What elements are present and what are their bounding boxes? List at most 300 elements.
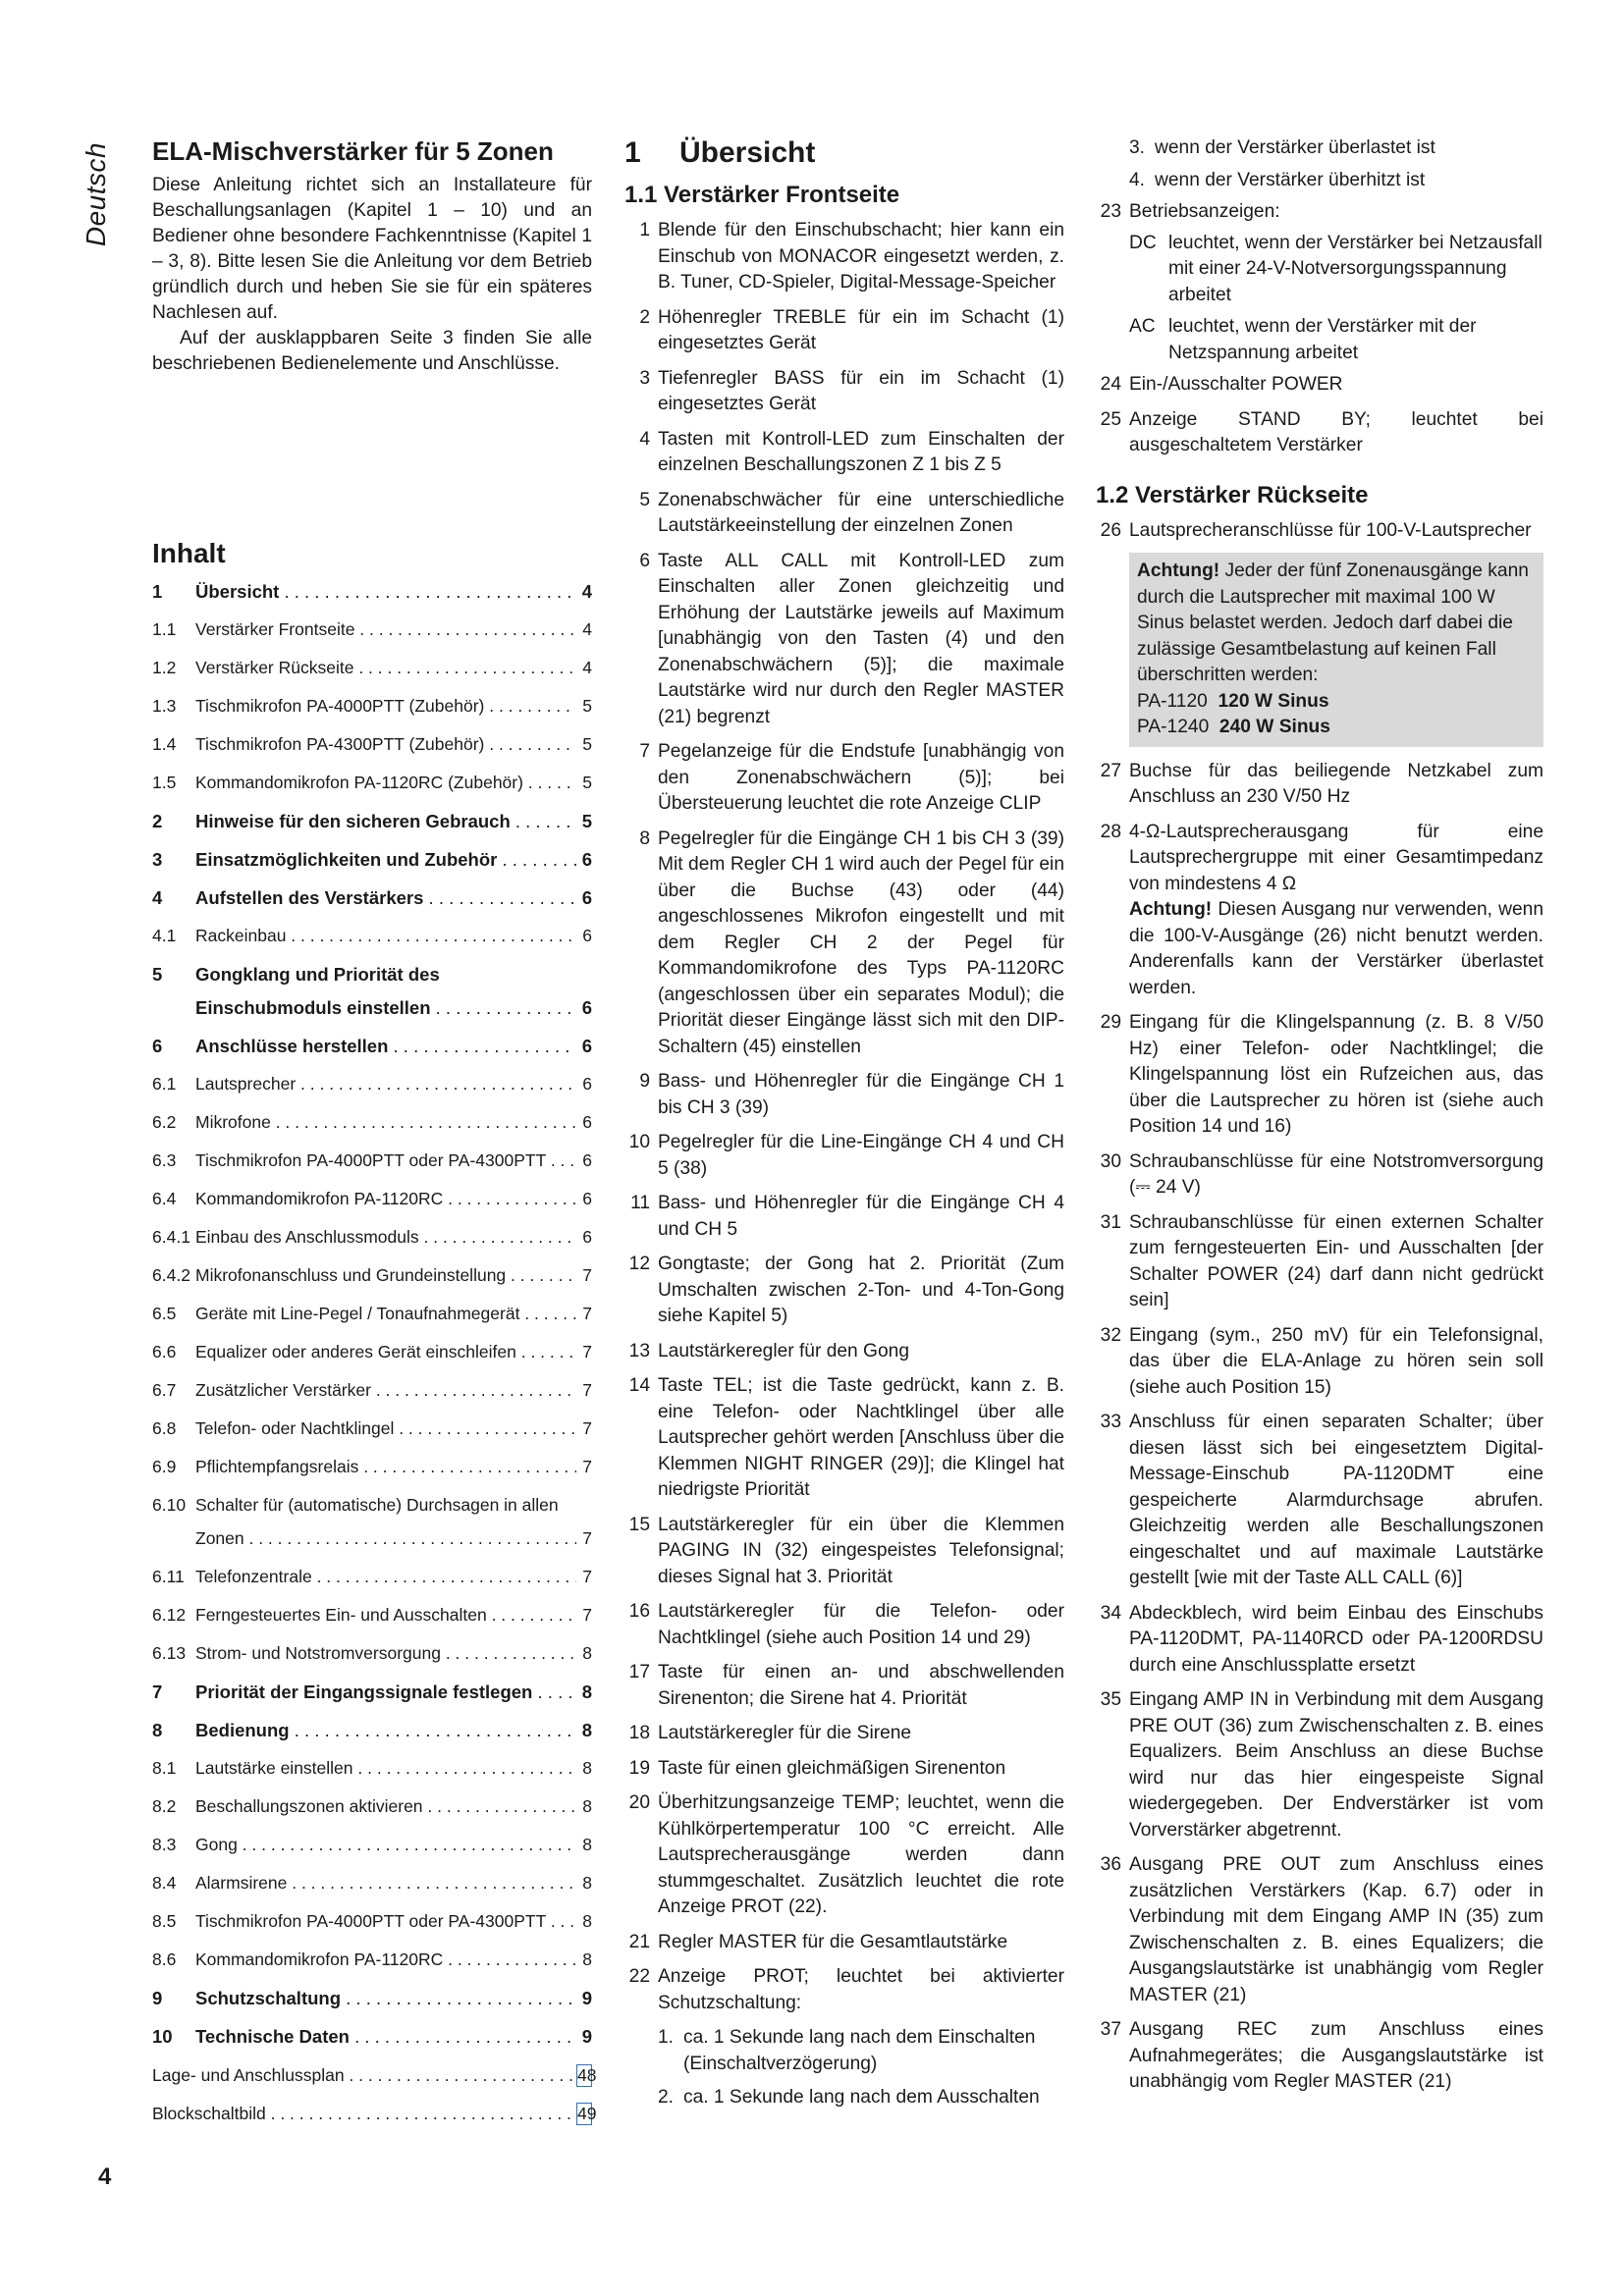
toc-entry-title: Ferngesteuertes Ein- und Ausschalten . . . bbox=[195, 1605, 576, 1626]
list-item bbox=[624, 218, 1064, 296]
toc-entry-number: 8.4 bbox=[152, 1873, 177, 1893]
toc-entry-title: Schutzschaltung . . . bbox=[195, 1988, 576, 2009]
item-number: 23 bbox=[1100, 201, 1121, 222]
item-text: Höhenregler TREBLE für ein im Schacht (1) eingesetztes Gerät bbox=[658, 306, 1064, 353]
list-item bbox=[624, 1130, 1064, 1182]
toc-entry-page: 7 bbox=[582, 1528, 592, 1548]
sub-item-number: 2. bbox=[658, 2087, 675, 2108]
table-of-contents bbox=[152, 581, 597, 2141]
toc-page-link[interactable]: 48 bbox=[577, 2065, 597, 2085]
toc-entry-number: 6.1 bbox=[152, 1074, 177, 1094]
toc-entry-number: 8.1 bbox=[152, 1758, 177, 1778]
toc-entry bbox=[152, 926, 592, 964]
toc-entry-title: Aufstellen des Verstärkers . . . bbox=[195, 887, 576, 909]
item-text: Anzeige STAND BY; leuchtet bei ausgeschaltetem Verstärker bbox=[1129, 408, 1543, 455]
list-item bbox=[624, 305, 1064, 357]
toc-entry-title: Kommandomikrofon PA-1120RC . . . bbox=[195, 1949, 576, 1970]
sub-item-text: leuchtet, wenn der Verstärker bei Netzausfall mit einer 24-V-Notversorgungsspannung arbeitet bbox=[1168, 232, 1543, 305]
toc-entry-title: Hinweise für den sicheren Gebrauch . . . bbox=[195, 811, 576, 832]
item-number: 8 bbox=[639, 828, 650, 849]
language-tab bbox=[77, 135, 116, 253]
sub-item bbox=[1129, 135, 1543, 162]
toc-entry-title: Equalizer oder anderes Gerät einschleifen . . . bbox=[195, 1342, 576, 1362]
language-label: Deutsch bbox=[81, 141, 111, 247]
sub-item-text: ca. 1 Sekunde lang nach dem Ausschalten bbox=[683, 2087, 1040, 2108]
item-number: 7 bbox=[639, 741, 650, 762]
toc-entry-number: 8.6 bbox=[152, 1949, 177, 1969]
toc-entry-number: 8.3 bbox=[152, 1835, 177, 1854]
toc-entry-page: 8 bbox=[581, 1720, 592, 1740]
sub-item-label: DC bbox=[1129, 232, 1157, 253]
toc-entry bbox=[152, 811, 592, 849]
toc-entry-page: 7 bbox=[582, 1605, 592, 1625]
subsection-heading-front: 1.1 Verstärker Frontseite bbox=[624, 182, 900, 208]
toc-entry-title: Kommandomikrofon PA-1120RC . . . bbox=[195, 1189, 576, 1209]
toc-entry-title: Beschallungszonen aktivieren . . . bbox=[195, 1796, 576, 1817]
toc-entry-title: Mikrofone . . . bbox=[195, 1112, 576, 1133]
list-item bbox=[1096, 407, 1543, 459]
item-text bbox=[1129, 1852, 1543, 2008]
item-text: Blende für den Einschubschacht; hier kann ein Einschub von MONACOR eingesetzt werden, z. B. Tuner, CD-Spieler, Digital-Message-Speicher bbox=[658, 220, 1064, 293]
sub-item bbox=[1129, 314, 1543, 366]
toc-entry bbox=[152, 1796, 592, 1835]
item-number: 20 bbox=[628, 1792, 650, 1813]
item-text: Taste für einen an- und abschwellenden Sirenenton; die Sirene hat 4. Priorität bbox=[658, 1662, 1064, 1709]
toc-entry-number: 6.8 bbox=[152, 1418, 177, 1438]
section-title: Übersicht bbox=[679, 136, 816, 169]
item-number: 10 bbox=[628, 1132, 650, 1152]
toc-entry-title: Anschlüsse herstellen . . . bbox=[195, 1036, 576, 1057]
toc-entry-number: 6.4.2 bbox=[152, 1265, 190, 1285]
item-number: 16 bbox=[628, 1601, 650, 1622]
toc-entry-page: 7 bbox=[582, 1457, 592, 1476]
item-text: Zonenabschwächer für eine unterschiedliche Lautstärkeeinstellung der einzelnen Zonen bbox=[658, 489, 1064, 536]
list-item bbox=[624, 1191, 1064, 1243]
list-item bbox=[624, 1339, 1064, 1365]
toc-entry-number: 6.11 bbox=[152, 1567, 185, 1586]
toc-entry-title: Lautstärke einstellen . . . bbox=[195, 1758, 576, 1779]
toc-entry-number: 1.2 bbox=[152, 658, 177, 677]
sub-item-text: wenn der Verstärker überhitzt ist bbox=[1155, 169, 1426, 190]
toc-entry-number: 5 bbox=[152, 964, 163, 985]
item-text: Anzeige PROT; leuchtet bei aktivierter Schutzschaltung: bbox=[658, 1966, 1064, 2013]
item-number: 19 bbox=[628, 1757, 650, 1779]
toc-entry-number: 1.1 bbox=[152, 619, 177, 639]
toc-entry-page: 6 bbox=[582, 1150, 592, 1170]
toc-entry-number: 6.12 bbox=[152, 1605, 187, 1625]
list-item bbox=[624, 366, 1064, 418]
toc-entry-title: Zusätzlicher Verstärker . . . bbox=[195, 1380, 576, 1401]
item-text bbox=[1129, 1323, 1543, 1402]
toc-page-link[interactable]: 49 bbox=[577, 2104, 597, 2123]
toc-entry bbox=[152, 1495, 592, 1528]
toc-entry-title: Alarmsirene . . . bbox=[195, 1873, 576, 1894]
toc-entry bbox=[152, 1720, 592, 1758]
intro-column bbox=[152, 135, 597, 2141]
toc-entry bbox=[152, 1873, 592, 1911]
toc-entry-page: 8 bbox=[582, 1796, 592, 1816]
toc-entry bbox=[152, 1949, 592, 1988]
warning-label: Achtung! bbox=[1137, 561, 1220, 581]
item-number: 31 bbox=[1100, 1211, 1121, 1233]
item-number: 6 bbox=[639, 550, 650, 571]
toc-entry-page: 4 bbox=[582, 619, 592, 639]
item-text-body: Schraubanschlüsse für eine Notstromversorgung (⎓ 24 V) bbox=[1129, 1150, 1543, 1198]
toc-entry-number: 6.3 bbox=[152, 1150, 177, 1170]
list-item bbox=[624, 427, 1064, 479]
toc-entry-title: Tischmikrofon PA-4000PTT oder PA-4300PTT . . . bbox=[195, 1150, 576, 1171]
item-text: Taste für einen gleichmäßigen Sirenenton bbox=[658, 1757, 1006, 1779]
toc-entry bbox=[152, 1988, 592, 2026]
list-item bbox=[624, 827, 1064, 1061]
toc-entry-page: 4 bbox=[582, 658, 592, 677]
list-item bbox=[1096, 1323, 1543, 1402]
toc-entry bbox=[152, 1528, 592, 1567]
section-number: 1 bbox=[624, 136, 641, 169]
toc-entry bbox=[152, 619, 592, 658]
sub-item-label: AC bbox=[1129, 316, 1156, 337]
toc-entry-number: 1 bbox=[152, 581, 163, 602]
toc-entry-page: 4 bbox=[581, 581, 592, 602]
item-text bbox=[1129, 1601, 1543, 1680]
list-item bbox=[624, 1660, 1064, 1712]
toc-entry-number: 3 bbox=[152, 849, 163, 870]
list-item bbox=[1096, 1601, 1543, 1680]
toc-entry bbox=[152, 1380, 592, 1418]
sub-list bbox=[624, 2025, 1064, 2111]
toc-entry bbox=[152, 1112, 592, 1150]
item-text: Bass- und Höhenregler für die Eingänge CH 4 und CH 5 bbox=[658, 1193, 1064, 1240]
toc-entry-number: 6.9 bbox=[152, 1457, 177, 1476]
item-text bbox=[1129, 2017, 1543, 2096]
list-item bbox=[624, 1373, 1064, 1504]
toc-entry bbox=[152, 849, 592, 887]
list-item bbox=[624, 1790, 1064, 1921]
intro-paragraph-2: Auf der ausklappbaren Seite 3 finden Sie alle beschriebenen Bedienelemente und Anschlüsse. bbox=[152, 328, 592, 374]
toc-entry-number: 10 bbox=[152, 2026, 173, 2047]
toc-entry-number: 6.2 bbox=[152, 1112, 177, 1132]
section-heading bbox=[624, 135, 1064, 171]
item-text-body: Buchse für das beiliegende Netzkabel zum Anschluss an 230 V/50 Hz bbox=[1129, 760, 1543, 807]
item-text-body: Abdeckblech, wird beim Einbau des Einschubs PA-1120DMT, PA-1140RCD oder PA-1200RDSU durch eine Anschlussplatte ersetzt bbox=[1129, 1602, 1543, 1676]
toc-entry-title: Schalter für (automatische) Durchsagen in allen bbox=[195, 1495, 559, 1515]
toc-entry-title: Lage- und Anschlussplan . . . bbox=[152, 2065, 574, 2086]
toc-entry-page: 6 bbox=[582, 1074, 592, 1094]
item-text: Lautsprecheranschlüsse für 100-V-Lautsprecher bbox=[1129, 519, 1532, 541]
toc-entry bbox=[152, 1605, 592, 1643]
item-number: 29 bbox=[1100, 1012, 1121, 1033]
toc-entry-page: 7 bbox=[582, 1304, 592, 1323]
item-text: Taste ALL CALL mit Kontroll-LED zum Einschalten aller Zonen gleichzeitig und Erhöhung der Lautstärke jeweils auf Maximum [unabhängig von den Tasten (4) und den Zonenabschwächern (5)]; die maximale Lautstärke wird nur durch den Regler MASTER (21) begrenzt bbox=[658, 550, 1064, 727]
toc-entry-page: 9 bbox=[581, 2026, 592, 2047]
toc-entry-page: 7 bbox=[582, 1567, 592, 1586]
toc-entry-page: 6 bbox=[582, 1112, 592, 1132]
toc-entry-title: Geräte mit Line-Pegel / Tonaufnahmegerät . . . bbox=[195, 1304, 576, 1324]
item-text: Überhitzungsanzeige TEMP; leuchtet, wenn die Kühlkörpertemperatur 100 °C erreicht. Alle Lautsprecherausgänge werden dann stummgeschaltet. Zusätzlich leuchtet die rote Anzeige PROT (22). bbox=[658, 1792, 1064, 1917]
list-item bbox=[624, 488, 1064, 540]
toc-entry-page: 6 bbox=[581, 1036, 592, 1056]
toc-entry bbox=[152, 1567, 592, 1605]
toc-entry bbox=[152, 734, 592, 773]
toc-entry-title: Kommandomikrofon PA-1120RC (Zubehör) . . . bbox=[195, 773, 576, 793]
list-item bbox=[1096, 1210, 1543, 1314]
item-number: 5 bbox=[639, 489, 650, 510]
list-item bbox=[1096, 1010, 1543, 1141]
item-number: 25 bbox=[1100, 408, 1121, 430]
item-text: Taste TEL; ist die Taste gedrückt, kann z. B. eine Telefon- oder Nachtklingel über alle Lautsprecher gehört werden [Anschluss über die Klemmen NIGHT RINGER (29)]; die Klingel hat niedrigste Priorität bbox=[658, 1375, 1064, 1500]
toc-entry-title: Tischmikrofon PA-4000PTT (Zubehör) . . . bbox=[195, 696, 576, 717]
item-number: 34 bbox=[1100, 1602, 1121, 1624]
item-number: 15 bbox=[628, 1514, 650, 1535]
item-text-body: Eingang AMP IN in Verbindung mit dem Ausgang PRE OUT (36) zum Zwischenschalten z. B. eines Equalizers. Beim Anschluss an diese Buchse wird nur das hier eingespeiste Signal wiedergegeben. Der Endverstärker ist vom Vorverstärker abgetrennt. bbox=[1129, 1689, 1543, 1841]
item-number: 30 bbox=[1100, 1150, 1121, 1172]
list-item bbox=[1096, 1149, 1543, 1201]
toc-entry bbox=[152, 1342, 592, 1380]
toc-entry bbox=[152, 1457, 592, 1495]
item-number: 17 bbox=[628, 1662, 650, 1682]
toc-entry-page: 7 bbox=[582, 1418, 592, 1438]
item-number: 11 bbox=[630, 1193, 650, 1213]
item-text bbox=[1129, 759, 1543, 811]
toc-entry-page: 8 bbox=[582, 1758, 592, 1778]
item-number: 14 bbox=[628, 1375, 650, 1396]
toc-entry-title: Gong . . . bbox=[195, 1835, 576, 1855]
toc-entry-title: Telefonzentrale . . . bbox=[195, 1567, 576, 1587]
item-text bbox=[1129, 1149, 1543, 1201]
status-indicator-list bbox=[1096, 231, 1543, 367]
sub-item bbox=[1129, 168, 1543, 194]
overview-column bbox=[624, 135, 1064, 2119]
intro-paragraph: Diese Anleitung richtet sich an Installateure für Beschallungsanlagen (Kapitel 1 – 10) und an Bediener ohne besondere Fachkenntnisse (Kapitel 1 – 3, 8). Bitte lesen Sie die Anleitung vor dem Betrieb gründlich durch und heben Sie sie für ein späteres Nachlesen auf. bbox=[152, 175, 592, 323]
item-text: Pegelanzeige für die Endstufe [unabhängig von den Zonenabschwächern (5)]; bei Übersteuerung leuchtet die rote Anzeige CLIP bbox=[658, 741, 1064, 814]
toc-entry-title: Verstärker Rückseite . . . bbox=[195, 658, 576, 678]
toc-entry-title: Priorität der Eingangssignale festlegen . . . bbox=[195, 1682, 576, 1703]
item-text: Lautstärkeregler für ein über die Klemmen PAGING IN (32) eingespeistes Telefonsignal; dieses Signal hat 3. Priorität bbox=[658, 1514, 1064, 1587]
item-number: 37 bbox=[1100, 2019, 1121, 2040]
toc-entry bbox=[152, 1758, 592, 1796]
list-item bbox=[1096, 518, 1543, 545]
toc-entry bbox=[152, 1304, 592, 1342]
item-text bbox=[1129, 1410, 1543, 1592]
sub-list bbox=[1096, 135, 1543, 193]
toc-entry-number: 4 bbox=[152, 887, 163, 908]
front-panel-list-continued bbox=[1096, 135, 1543, 459]
list-item bbox=[624, 1513, 1064, 1591]
list-item bbox=[1096, 372, 1543, 399]
item-text-body: Eingang für die Klingelspannung (z. B. 8 V/50 Hz) einer Telefon- oder Nachtklingel; die Klingelspannung löst ein Rufzeichen aus, das über die Lautsprecher zu hören ist (siehe auch Position 14 und 16) bbox=[1129, 1012, 1543, 1137]
toc-entry bbox=[152, 887, 592, 926]
toc-entry-number: 6.4.1 bbox=[152, 1227, 190, 1247]
toc-entry-number: 8 bbox=[152, 1720, 163, 1740]
toc-entry-page: 8 bbox=[582, 1949, 592, 1969]
toc-entry-page: 8 bbox=[581, 1682, 592, 1702]
toc-entry-title: Telefon- oder Nachtklingel . . . bbox=[195, 1418, 576, 1439]
toc-entry bbox=[152, 1643, 592, 1682]
item-number: 3 bbox=[639, 367, 650, 389]
front-panel-list bbox=[624, 218, 1064, 2111]
toc-entry-title: Zonen . . . bbox=[195, 1528, 576, 1549]
toc-entry-page: 8 bbox=[582, 1911, 592, 1931]
toc-entry-page: 6 bbox=[581, 887, 592, 908]
subsection-heading-rear: 1.2 Verstärker Rückseite bbox=[1096, 481, 1369, 508]
toc-entry bbox=[152, 1189, 592, 1227]
page-number: 4 bbox=[98, 2163, 112, 2190]
warning-text: Jeder der fünf Zonenausgänge kann durch die Lautsprecher mit maximal 100 W Sinus belastet werden. Jedoch darf dabei die zulässige Gesamtbelastung auf keinen Fall überschritten werden: bbox=[1137, 561, 1529, 685]
item-text: Gongtaste; der Gong hat 2. Priorität (Zum Umschalten zwischen 2-Ton- und 4-Ton-Gong siehe Kapitel 5) bbox=[658, 1254, 1064, 1326]
item-number: 9 bbox=[639, 1071, 650, 1092]
toc-entry-number: 4.1 bbox=[152, 926, 177, 945]
toc-entry-title: Einbau des Anschlussmoduls . . . bbox=[195, 1227, 576, 1248]
toc-entry bbox=[152, 696, 592, 734]
item-number: 12 bbox=[628, 1254, 650, 1274]
toc-entry-title: Tischmikrofon PA-4000PTT oder PA-4300PTT . . . bbox=[195, 1911, 576, 1932]
toc-entry-page: 7 bbox=[582, 1265, 592, 1285]
toc-entry-page: 9 bbox=[581, 1988, 592, 2008]
list-item bbox=[1096, 2017, 1543, 2096]
toc-entry bbox=[152, 1036, 592, 1074]
toc-entry-page: 7 bbox=[582, 1342, 592, 1362]
toc-entry-title: Übersicht . . . bbox=[195, 581, 576, 603]
item-text: Ein-/Ausschalter POWER bbox=[1129, 374, 1343, 395]
toc-entry bbox=[152, 997, 592, 1036]
item-number: 22 bbox=[628, 1966, 650, 1987]
list-item bbox=[624, 549, 1064, 731]
toc-entry-title: Rackeinbau . . . bbox=[195, 926, 576, 946]
toc-entry-number: 6 bbox=[152, 1036, 163, 1056]
item-number: 24 bbox=[1100, 374, 1121, 395]
item-text: Pegelregler für die Eingänge CH 1 bis CH 3 (39) Mit dem Regler CH 1 wird auch der Pegel für ein über die Buchse (43) oder (44) angeschlossenes Mikrofon eingestellt und mit dem Regler CH 2 der Pegel für Kommandomikrofone des Typs PA-1120RC (angeschlossen über ein separates Modul); die Priorität dieser Eingänge lässt sich mit den DIP-Schaltern (45) einstellen bbox=[658, 828, 1064, 1057]
sub-item bbox=[1129, 231, 1543, 309]
toc-entry bbox=[152, 964, 592, 997]
toc-entry-title: Einschubmoduls einstellen . . . bbox=[195, 997, 576, 1019]
item-text-body: 4-Ω-Lautsprecherausgang für eine Lautsprechergruppe mit einer Gesamtimpedanz von mindestens 4 Ω bbox=[1129, 821, 1543, 894]
toc-entry-number: 6.13 bbox=[152, 1643, 187, 1663]
item-number: 18 bbox=[628, 1723, 650, 1743]
item-number: 28 bbox=[1100, 821, 1121, 842]
warning-label: Achtung! bbox=[1129, 899, 1213, 920]
list-item bbox=[1096, 1410, 1543, 1592]
warning-box bbox=[1129, 553, 1543, 747]
toc-entry-page: 5 bbox=[582, 734, 592, 754]
toc-entry-title: Gongklang und Priorität des bbox=[195, 964, 440, 985]
toc-entry-title: Strom- und Notstromversorgung . . . bbox=[195, 1643, 576, 1664]
item-number: 4 bbox=[639, 428, 650, 450]
sub-item bbox=[658, 2025, 1064, 2077]
warning-text: Diesen Ausgang nur verwenden, wenn die 100-V-Ausgänge (26) nicht benutzt werden. Anderenfalls kann der Verstärker überlastet werden. bbox=[1129, 899, 1543, 998]
toc-entry-title: Verstärker Frontseite . . . bbox=[195, 619, 576, 640]
list-item bbox=[1096, 1687, 1543, 1843]
toc-entry-number: 8.2 bbox=[152, 1796, 177, 1816]
item-text-body: Eingang (sym., 250 mV) für ein Telefonsignal, das über die ELA-Anlage zu hören sein soll (siehe auch Position 15) bbox=[1129, 1324, 1543, 1398]
toc-entry bbox=[152, 1682, 592, 1720]
toc-entry-title: Technische Daten . . . bbox=[195, 2026, 576, 2048]
rear-column bbox=[1096, 135, 1543, 2105]
toc-entry-title: Blockschaltbild . . . bbox=[152, 2104, 574, 2124]
list-item bbox=[624, 1756, 1064, 1783]
item-text-body: Ausgang REC zum Anschluss eines Aufnahmegerätes; die Ausgangslautstärke ist unabhängig vom Regler MASTER (21) bbox=[1129, 2019, 1543, 2092]
item-number: 26 bbox=[1100, 519, 1121, 541]
toc-entry-number: 8.5 bbox=[152, 1911, 177, 1931]
toc-entry-page: 8 bbox=[582, 1643, 592, 1663]
toc-entry-number: 1.4 bbox=[152, 734, 177, 754]
toc-entry bbox=[152, 1150, 592, 1189]
list-item bbox=[624, 739, 1064, 818]
model-power: 240 W Sinus bbox=[1218, 717, 1330, 737]
toc-entry-number: 1.3 bbox=[152, 696, 177, 716]
item-text: Lautstärkeregler für die Sirene bbox=[658, 1723, 912, 1743]
item-number: 2 bbox=[639, 306, 650, 328]
list-item bbox=[1096, 1852, 1543, 2008]
toc-heading: Inhalt bbox=[152, 538, 226, 568]
toc-entry-page: 6 bbox=[582, 1227, 592, 1247]
item-text: Tiefenregler BASS für ein im Schacht (1) eingesetztes Gerät bbox=[658, 367, 1064, 414]
list-item bbox=[624, 1069, 1064, 1121]
item-text-body: Schraubanschlüsse für einen externen Schalter zum ferngesteuerten Ein- und Ausschalten [der Schalter POWER (24) darf dann nicht gedrückt sein] bbox=[1129, 1211, 1543, 1310]
sub-item-text: wenn der Verstärker überlastet ist bbox=[1155, 137, 1435, 158]
sub-item-number: 1. bbox=[658, 2027, 675, 2048]
toc-entry-title: Mikrofonanschluss und Grundeinstellung . . . bbox=[195, 1265, 576, 1286]
toc-entry-page: 6 bbox=[581, 997, 592, 1018]
model-name: PA-1120 bbox=[1137, 690, 1208, 712]
toc-entry-number: 6.5 bbox=[152, 1304, 177, 1323]
item-text: Regler MASTER für die Gesamtlautstärke bbox=[658, 1931, 1008, 1952]
toc-entry-page: 5 bbox=[581, 811, 592, 831]
list-item bbox=[624, 1252, 1064, 1330]
list-item bbox=[624, 1930, 1064, 1956]
rear-panel-list bbox=[1096, 759, 1543, 2096]
list-item bbox=[1096, 820, 1543, 1002]
item-text-body: Ausgang PRE OUT zum Anschluss eines zusätzlichen Verstärkers (Kap. 6.7) oder in Verbindung mit dem Eingang AMP IN (35) zum Zwischenschalten z. B. eines Equalizers; die Ausgangslautstärke ist unabhängig vom Regler MASTER (21) bbox=[1129, 1854, 1543, 2005]
toc-entry-number: 9 bbox=[152, 1988, 163, 2008]
toc-entry-page: 6 bbox=[582, 926, 592, 945]
toc-entry-number: 1.5 bbox=[152, 773, 177, 792]
sub-item-text: ca. 1 Sekunde lang nach dem Einschalten (Einschaltverzögerung) bbox=[683, 2027, 1036, 2074]
toc-entry-title: Lautsprecher . . . bbox=[195, 1074, 576, 1095]
toc-entry-page: 5 bbox=[582, 696, 592, 716]
toc-entry bbox=[152, 1911, 592, 1949]
item-text bbox=[1129, 1010, 1543, 1141]
toc-entry-page: 6 bbox=[581, 849, 592, 870]
document-title: ELA-Mischverstärker für 5 Zonen bbox=[152, 136, 554, 166]
toc-entry bbox=[152, 1227, 592, 1265]
sub-item-number: 4. bbox=[1129, 169, 1146, 190]
item-number: 36 bbox=[1100, 1854, 1121, 1875]
toc-entry-page: 7 bbox=[582, 1380, 592, 1400]
sub-item-text: leuchtet, wenn der Verstärker mit der Netzspannung arbeitet bbox=[1168, 316, 1477, 363]
item-text bbox=[1129, 1210, 1543, 1314]
toc-entry bbox=[152, 773, 592, 811]
item-number: 13 bbox=[628, 1340, 650, 1362]
toc-entry-page: 8 bbox=[582, 1873, 592, 1893]
toc-entry-title: Bedienung . . . bbox=[195, 1720, 576, 1741]
sub-item-number: 3. bbox=[1129, 137, 1146, 158]
toc-entry bbox=[152, 1265, 592, 1304]
item-number: 1 bbox=[639, 220, 650, 240]
item-number: 27 bbox=[1100, 760, 1121, 781]
item-text: Lautstärkeregler für den Gong bbox=[658, 1340, 909, 1362]
toc-entry bbox=[152, 2103, 597, 2141]
toc-entry-number: 6.4 bbox=[152, 1189, 177, 1208]
toc-entry bbox=[152, 1835, 592, 1873]
toc-entry bbox=[152, 581, 592, 619]
toc-entry-number: 6.6 bbox=[152, 1342, 177, 1362]
toc-entry-number: 6.7 bbox=[152, 1380, 177, 1400]
model-name: PA-1240 bbox=[1137, 717, 1210, 737]
list-item bbox=[1096, 759, 1543, 811]
item-text: Tasten mit Kontroll-LED zum Einschalten der einzelnen Beschallungszonen Z 1 bis Z 5 bbox=[658, 428, 1064, 475]
toc-entry bbox=[152, 1418, 592, 1457]
list-item bbox=[624, 1599, 1064, 1651]
